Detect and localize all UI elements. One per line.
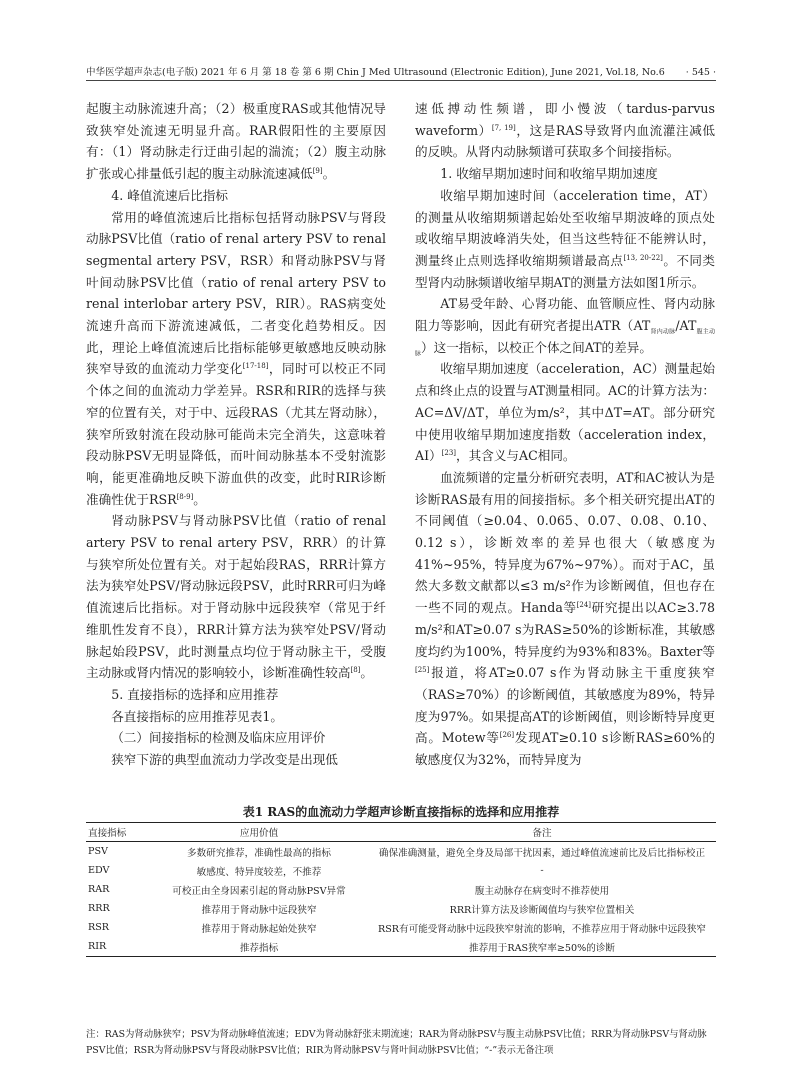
paragraph: 常用的峰值流速后比指标包括肾动脉PSV与肾段动脉PSV比值（ratio of renal artery PSV to renal segmental artery PSV，RSR）和肾动脉PSV与肾叶间动脉PSV比值（ratio of renal artery PSV to renal interlobar artery PSV，RIR）。RAS病变处流速升高而下游流速减低，二者变化趋势相反。因此，理论上峰值流速后比指标能够更敏感地反映动脉狭窄导致的血流动力学变化[17-18]，同时可以校正不同个体之间的血流动力学差异。RSR和RIR的选择与狭窄的位置有关，对于中、远段RAS（尤其左肾动脉），狭窄所致射流在段动脉可能尚未完全消失，这意味着段动脉PSV无明显降低，而叶间动脉基本不受射流影响，能更准确地反映下游血供的改变，此时RIR诊断准确性优于RSR[8-9]。: [86, 209, 387, 507]
table-cell: 敏感度、特异度较差，不推荐: [196, 866, 322, 878]
paragraph: AT易受年龄、心肾功能、血管顺应性、肾内动脉阻力等影响，因此有研究者提出$ATR(AT_{肾内动脉}/AT_{腹主动脉})$这一指标，以校正个体之间AT的差异。: [415, 296, 715, 358]
citation: [8]: [350, 666, 361, 675]
recommendation-table: [86, 822, 716, 957]
citation: [17-18]: [242, 362, 269, 371]
column-header: 备注: [368, 823, 716, 842]
paragraph: 起腹主动脉流速升高；（2）极重度RAS或其他情况导致狭窄处流速无明显升高。RAR假阳性的主要原因有：（1）肾动脉走行迂曲引起的湍流；（2）腹主动脉扩张或心排量低引起的腹主动脉流速减低[9]。: [86, 101, 386, 182]
table-row: [86, 880, 716, 899]
section-heading: 1. 收缩早期加速时间和收缩早期加速度: [440, 166, 658, 182]
left-column: [86, 98, 386, 771]
section-heading: （二）间接指标的检测及临床应用评价: [111, 730, 326, 746]
table-cell: RRR计算方法及诊断阈值均与狭窄位置相关: [449, 904, 635, 916]
citation: [7, 19]: [491, 123, 516, 132]
paragraph: 速低搏动性频谱，即小慢波（tardus-parvus waveform）[7, 19]，这是RAS导致肾内血流灌注减低的反映。从肾内动脉频谱可获取多个间接指标。: [415, 101, 715, 160]
table-cell: 推荐用于肾动脉起始处狭窄: [201, 923, 317, 935]
citation: [23]: [441, 449, 457, 458]
table-cell: 多数研究推荐，准确性最高的指标: [187, 847, 331, 859]
citation: [9]: [312, 166, 323, 175]
paragraph: 收缩早期加速时间（acceleration time，AT）的测量从收缩期频谱起始处至收缩早期波峰的顶点处或收缩早期波峰消失处，但当这些特征不能辨认时，测量终止点则选择收缩期频谱最高点[13, 20-22]。不同类型肾内动脉频谱收缩早期AT的测量方法如图1所示。: [415, 187, 716, 290]
table-caption: 表1 RAS的血流动力学超声诊断直接指标的选择和应用推荐: [242, 805, 560, 819]
page-number: · 545 ·: [685, 67, 716, 78]
paragraph: 血流频谱的定量分析研究表明，AT和AC被认为是诊断RAS最有用的间接指标。多个相关研究提出AT的不同阈值（≥0.04、0.065、0.07、0.08、0.10、0.12 s），诊断效率的差异也很大（敏感度为41%~95%，特异度为67%~97%）。而对于AC，虽然大多数文献都以≤3 m/s²作为诊断阈值，但也存在一些不同的观点。Handa等[24]研究提出以AC≥3.78 m/s²和AT≥0.07 s为RAS≥50%的诊断标准，其敏感度均约为100%，特异度约为93%和83%。Baxter等[25]报道，将AT≥0.07 s作为肾动脉主干重度狭窄（RAS≥70%）的诊断阈值，其敏感度为89%，特异度为97%。如果提高AT的诊断阈值，则诊断特异度更高。Motew等[26]发现AT≥0.10 s诊断RAS≥60%的敏感度仅为32%，而特异度为: [415, 469, 716, 768]
table-cell: 推荐用于肾动脉中远段狭窄: [201, 904, 317, 916]
table-header-row: [86, 823, 716, 842]
table-cell: PSV: [88, 846, 108, 857]
paragraph: 收缩早期加速度（acceleration，AC）测量起始点和终止点的设置与AT测量相同。AC的计算方法为：AC=ΔV/ΔT，单位为m/s²，其中ΔT=AT。部分研究中使用收缩早期加速度指数（acceleration index，AI）[23]，其含义与AC相同。: [415, 361, 716, 464]
column-header: 应用价值: [150, 823, 368, 842]
table-cell: RAR: [88, 884, 110, 895]
table-row: [86, 918, 716, 937]
paragraph: 肾动脉PSV与肾动脉PSV比值（ratio of renal artery PSV to renal artery PSV，RRR）的计算与狭窄所处位置有关。对于起始段RAS，RRR计算方法为狭窄处PSV/肾动脉远段PSV，此时RRR可归为峰值流速后比指标。对于肾动脉中远段狭窄（常见于纤维肌性发育不良），RRR计算方法为狭窄处PSV/肾动脉起始段PSV，此时测量点均位于肾动脉主干，受腹主动脉或肾内情况的影响较小，诊断准确性较高[8]。: [86, 513, 386, 681]
section-heading: 5. 直接指标的选择和应用推荐: [111, 686, 279, 702]
table-row: [86, 937, 716, 957]
table-footnote: 注：RAS为肾动脉狭窄；PSV为肾动脉峰值流速；EDV为肾动脉舒张末期流速；RAR为肾动脉PSV与腹主动脉PSV比值；RRR为肾动脉PSV与肾动脉PSV比值；RSR为肾动脉PSV与肾段动脉PSV比值；RIR为肾动脉PSV与肾叶间动脉PSV比值；“-”表示无备注项: [86, 1029, 707, 1056]
paragraph: 各直接指标的应用推荐见表1。: [111, 708, 283, 724]
citation: [26]: [499, 731, 515, 740]
table-row: [86, 861, 716, 880]
column-header: 直接指标: [86, 823, 150, 842]
section-heading: 4. 峰值流速后比指标: [111, 187, 228, 203]
table-cell: RSR有可能受肾动脉中远段狭窄射流的影响，不推荐应用于肾动脉中远段狭窄: [377, 923, 707, 935]
table-row: [86, 899, 716, 918]
table-cell: RSR: [88, 922, 110, 933]
citation: [24]: [576, 600, 592, 609]
right-column: [415, 98, 715, 771]
table-cell: -: [540, 865, 544, 876]
citation: [25]: [415, 666, 430, 675]
table-cell: 推荐用于RAS狭窄率≥50%的诊断: [368, 937, 716, 957]
table-cell: 确保准确测量，避免全身及局部干扰因素，通过峰值流速前比及后比指标校正: [378, 847, 706, 859]
table-cell: EDV: [88, 865, 110, 876]
paragraph: 狭窄下游的典型血流动力学改变是出现低: [111, 752, 338, 768]
running-header: [86, 66, 716, 81]
citation: [13, 20-22]: [623, 253, 663, 262]
table-row: [86, 842, 716, 862]
citation: [8-9]: [176, 492, 194, 501]
table-cell: RIR: [86, 937, 150, 957]
table-cell: 推荐指标: [150, 937, 368, 957]
journal-citation: 中华医学超声杂志(电子版) 2021 年 6 月 第 18 卷 第 6 期 Chin J Med Ultrasound (Electronic Edition), June 2021, Vol.18, No.6: [86, 67, 665, 78]
table-cell: RRR: [88, 903, 110, 914]
table-cell: 可校正由全身因素引起的肾动脉PSV异常: [172, 885, 346, 897]
table-cell: 腹主动脉存在病变时不推荐使用: [474, 885, 610, 897]
